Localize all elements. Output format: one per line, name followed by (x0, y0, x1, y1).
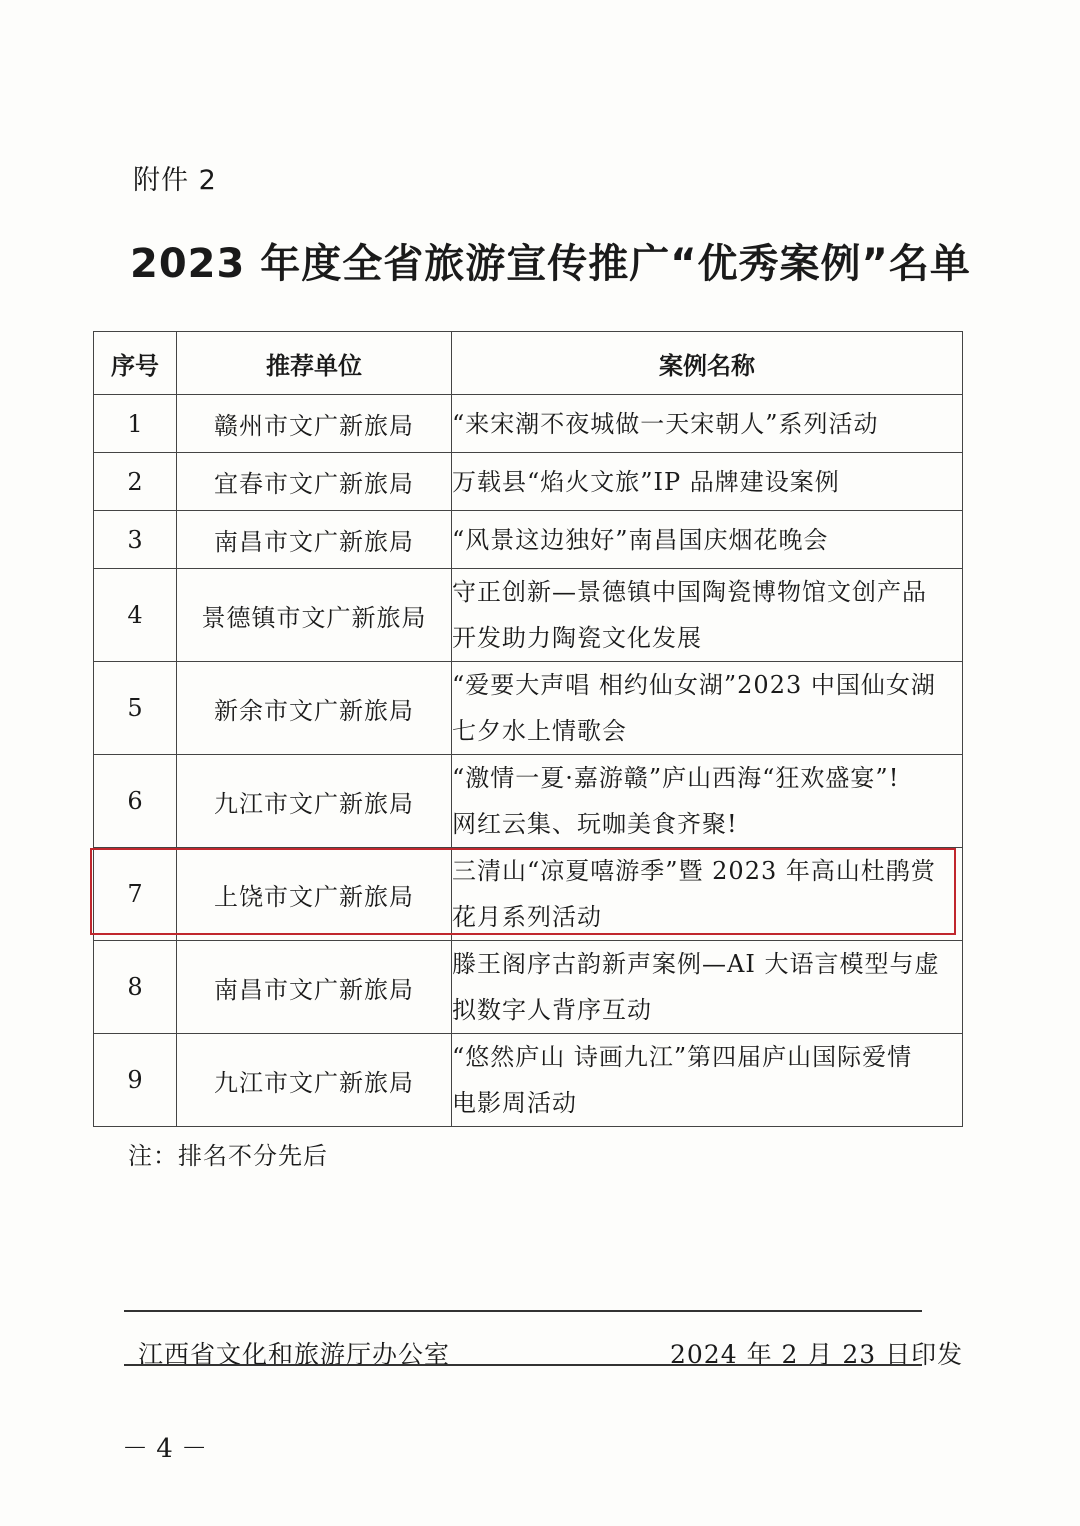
footer-date: 2024 年 2 月 23 日印发 (670, 1340, 964, 1369)
row-no: 4 (94, 569, 177, 662)
table-row (94, 569, 963, 662)
row-unit: 宜春市文广新旅局 (177, 453, 452, 511)
row-no: 7 (94, 848, 177, 941)
footer-issuer: 江西省文化和旅游厅办公室 (138, 1340, 451, 1369)
row-unit: 九江市文广新旅局 (177, 755, 452, 848)
table-row (94, 1034, 963, 1127)
row-unit: 赣州市文广新旅局 (177, 395, 452, 453)
table-row (94, 941, 963, 1034)
row-no: 1 (94, 395, 177, 453)
footer-top-rule (124, 1310, 922, 1312)
row-unit: 上饶市文广新旅局 (177, 848, 452, 941)
row-unit: 南昌市文广新旅局 (177, 511, 452, 569)
row-unit: 九江市文广新旅局 (177, 1034, 452, 1127)
row-case-line-2: 开发助力陶瓷文化发展 (452, 624, 702, 652)
table-row-highlighted (94, 848, 963, 941)
row-no: 8 (94, 941, 177, 1034)
row-case-line-1: “悠然庐山 诗画九江”第四届庐山国际爱情 (452, 1043, 913, 1071)
table-row (94, 395, 963, 453)
document-title: 2023 年度全省旅游宣传推广“优秀案例”名单 (130, 241, 971, 287)
table-row (94, 662, 963, 755)
row-case: “来宋潮不夜城做一天宋朝人”系列活动 (452, 395, 963, 453)
row-case-line-1: “爱要大声唱 相约仙女湖”2023 中国仙女湖 (452, 671, 936, 699)
row-no: 5 (94, 662, 177, 755)
ranking-note: 注：排名不分先后 (128, 1142, 328, 1170)
row-no: 6 (94, 755, 177, 848)
table-row (94, 453, 963, 511)
row-case-line-2: 七夕水上情歌会 (452, 717, 627, 745)
table-row (94, 755, 963, 848)
row-case (452, 755, 963, 848)
row-case-line-1: 守正创新—景德镇中国陶瓷博物馆文创产品 (452, 578, 927, 606)
row-unit: 南昌市文广新旅局 (177, 941, 452, 1034)
row-case-line-2: 网红云集、玩咖美食齐聚! (452, 810, 738, 838)
header-case: 案例名称 (452, 332, 963, 395)
table-row (94, 511, 963, 569)
row-case: “风景这边独好”南昌国庆烟花晚会 (452, 511, 963, 569)
row-case-line-2: 拟数字人背序互动 (452, 996, 652, 1024)
row-no: 2 (94, 453, 177, 511)
table-header-row (94, 332, 963, 395)
page-number: － 4 － (122, 1434, 208, 1464)
row-case-line-1: 滕王阁序古韵新声案例—AI 大语言模型与虚 (452, 950, 940, 978)
row-no: 3 (94, 511, 177, 569)
row-case (452, 1034, 963, 1127)
row-case-line-1: 三清山“凉夏嘻游季”暨 2023 年高山杜鹃赏 (452, 857, 936, 885)
row-case-line-2: 电影周活动 (452, 1089, 577, 1117)
row-case (452, 848, 963, 941)
footer-bottom-rule (124, 1364, 922, 1366)
row-no: 9 (94, 1034, 177, 1127)
row-case-line-1: “激情一夏·嘉游赣”庐山西海“狂欢盛宴”! (452, 764, 900, 792)
row-case-line-2: 花月系列活动 (452, 903, 602, 931)
row-case (452, 662, 963, 755)
row-unit: 新余市文广新旅局 (177, 662, 452, 755)
case-list-table (93, 331, 963, 1127)
attachment-label: 附件 2 (133, 165, 217, 196)
row-case: 万载县“焰火文旅”IP 品牌建设案例 (452, 453, 963, 511)
row-case (452, 941, 963, 1034)
header-unit: 推荐单位 (177, 332, 452, 395)
header-no: 序号 (94, 332, 177, 395)
row-case (452, 569, 963, 662)
row-unit: 景德镇市文广新旅局 (177, 569, 452, 662)
